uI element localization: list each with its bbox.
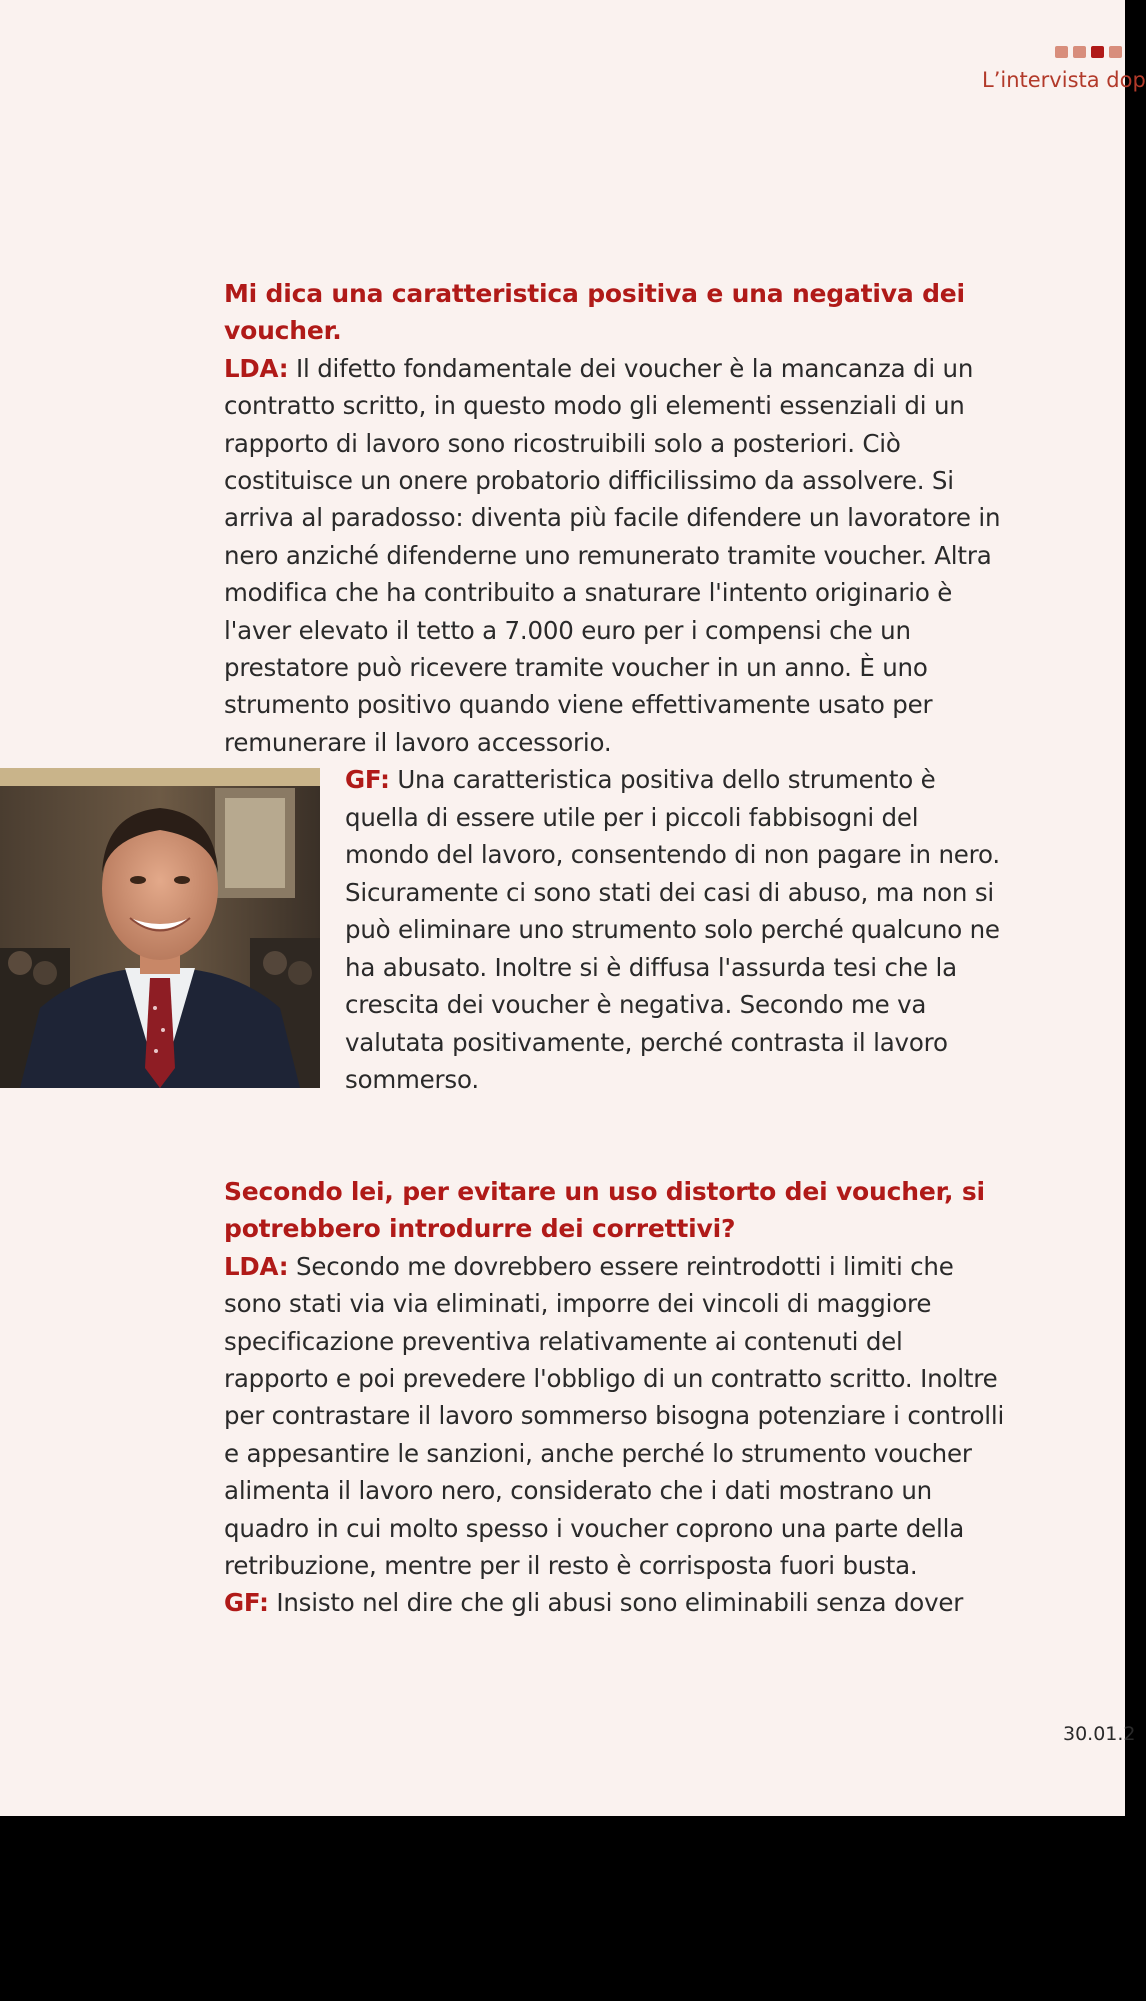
interview-section-1: [224, 275, 1014, 761]
page-indicator: [1055, 46, 1122, 58]
question-heading: Mi dica una caratteristica positiva e una negativa dei voucher.: [224, 279, 965, 346]
answer-gf: [224, 1584, 1014, 1621]
page-indicator-square: [1073, 46, 1086, 58]
answer-text: Secondo me dovrebbero essere reintrodotti i limiti che sono stati via via eliminati, imporre dei vincoli di maggiore specificazione preventiva relativamente ai contenuti del rapporto e poi prevedere l'obbligo di un contratto scritto. Inoltre per contrastare il lavoro sommerso bisogna potenziare i controlli e appesantire le sanzioni, anche perché lo strumento voucher alimenta il lavoro nero, considerato che i dati mostrano un quadro in cui molto spesso i voucher coprono una parte della retribuzione, mentre per il resto è corrisposta fuori busta.: [224, 1251, 1005, 1581]
question-heading: Secondo lei, per evitare un uso distorto dei voucher, si potrebbero introdurre dei correttivi?: [224, 1177, 985, 1244]
answer-lda: [224, 1248, 1014, 1585]
speaker-label-lda: LDA:: [224, 1251, 289, 1281]
speaker-label-lda: LDA:: [224, 353, 289, 383]
page-indicator-square-active: [1091, 46, 1104, 58]
page-indicator-square: [1109, 46, 1122, 58]
speaker-label-gf: GF:: [224, 1588, 269, 1618]
answer-text: Insisto nel dire che gli abusi sono eliminabili senza dover: [276, 1588, 964, 1618]
answer-lda: [224, 350, 1014, 761]
page-indicator-square: [1055, 46, 1068, 58]
answer-text: Una caratteristica positiva dello strumento è quella di essere utile per i piccoli fabbisogni del mondo del lavoro, consentendo di non pagare in nero. Sicuramente ci sono stati dei casi di abuso, ma non si può eliminare uno strumento solo perché qualcuno ne ha abusato. Inoltre si è diffusa l'assurda tesi che la crescita dei voucher è negativa. Secondo me va valutata positivamente, perché contrasta il lavoro sommerso.: [345, 765, 1000, 1094]
footer-date: 30.01.2: [1063, 1723, 1136, 1745]
answer-gf-section-1: [345, 761, 1005, 1099]
interview-section-2: [224, 1173, 1014, 1622]
section-header-label: L’intervista dop: [982, 68, 1146, 92]
answer-gf: [345, 761, 1005, 1099]
speaker-label-gf: GF:: [345, 765, 390, 794]
portrait-photo-graphic: [0, 768, 320, 1088]
answer-text: Il difetto fondamentale dei voucher è la mancanza di un contratto scritto, in questo modo gli elementi essenziali di un rapporto di lavoro sono ricostruibili solo a posteriori. Ciò costituisce un onere probatorio difficilissimo da assolvere. Si arriva al paradosso: diventa più facile difendere un lavoratore in nero anziché difenderne uno remunerato tramite voucher. Altra modifica che ha contribuito a snaturare l'intento originario è l'aver elevato il tetto a 7.000 euro per i compensi che un prestatore può ricevere tramite voucher in un anno. È uno strumento positivo quando viene effettivamente usato per remunerare il lavoro accessorio.: [224, 353, 1001, 757]
portrait-photo: [0, 768, 320, 1088]
